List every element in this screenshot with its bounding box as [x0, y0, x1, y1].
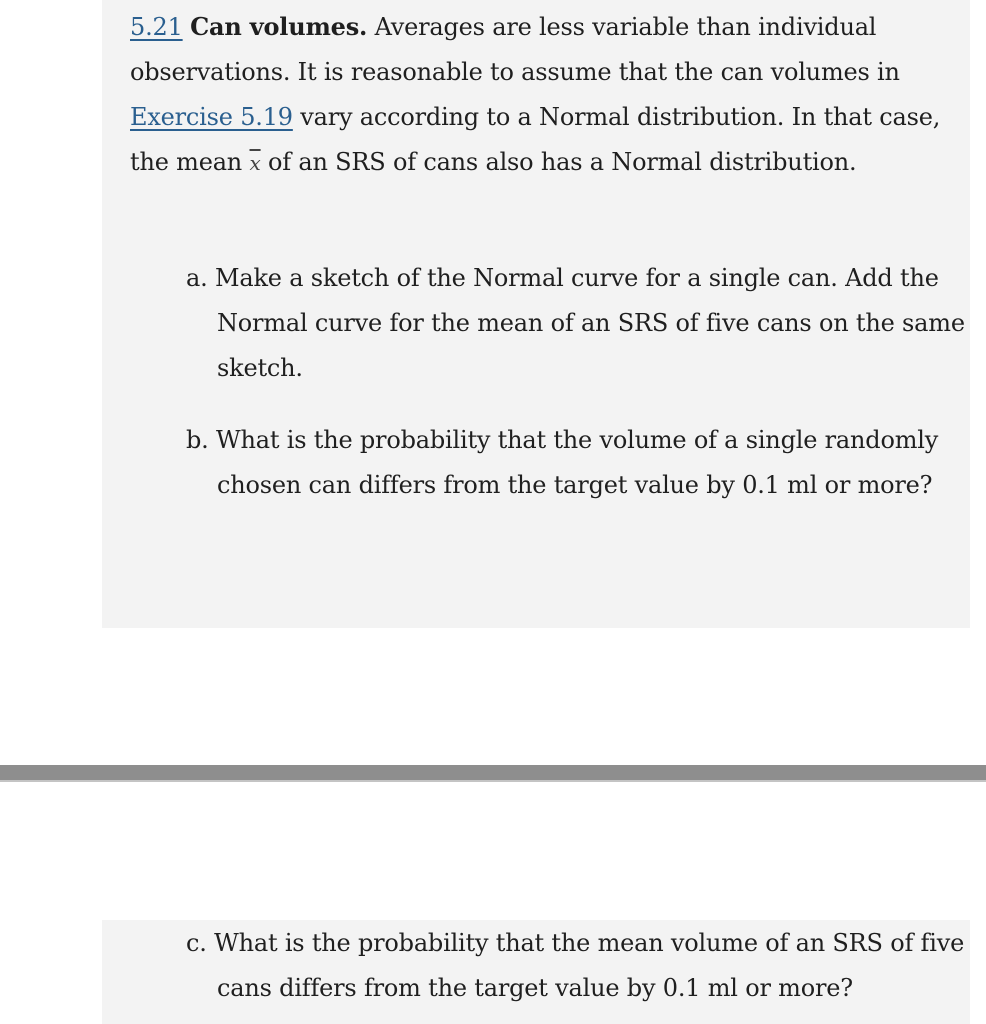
exercise-number-link[interactable]: 5.21 — [130, 13, 183, 41]
part-a-label: a. — [186, 264, 208, 292]
part-a — [186, 256, 977, 391]
part-b-text: What is the probability that the volume of a single randomly chosen can differs from the target value by 0.1 ml or more? — [216, 426, 939, 499]
part-c — [186, 921, 977, 1011]
intro-text-1: Averages are less variable than individual observations. It is reasonable to assume that the can volumes in — [130, 13, 900, 86]
xbar-symbol: $\overline{x}$ — [249, 151, 261, 175]
part-c-text: What is the probability that the mean volume of an SRS of five cans differs from the target value by 0.1 ml or more? — [214, 929, 965, 1002]
part-b-label: b. — [186, 426, 209, 454]
exercise-5-19-link[interactable]: Exercise 5.19 — [130, 103, 293, 131]
part-b — [186, 418, 977, 508]
part-c-label: c. — [186, 929, 207, 957]
part-a-text: Make a sketch of the Normal curve for a single can. Add the Normal curve for the mean of an SRS of five cans on the same sketch. — [214, 264, 965, 382]
exercise-intro — [130, 4, 950, 186]
intro-text-3: of an SRS of cans also has a Normal distribution. — [260, 148, 857, 176]
page-divider — [0, 765, 986, 782]
exercise-title: Can volumes. — [190, 12, 368, 41]
intro-text-2: vary according to a Normal distribution. In that case, the mean — [130, 103, 941, 176]
